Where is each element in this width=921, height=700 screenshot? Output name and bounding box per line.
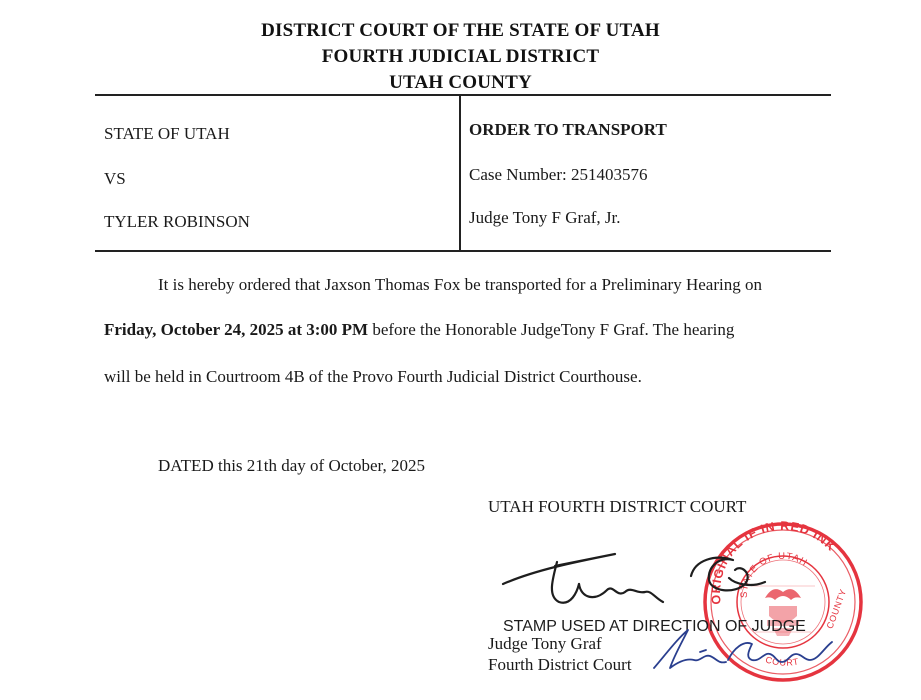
party-versus: VS <box>104 169 126 188</box>
court-title: DISTRICT COURT OF THE STATE OF UTAH <box>261 20 660 41</box>
case-number: Case Number: 251403576 <box>469 165 648 184</box>
dated-line: DATED this 21th day of October, 2025 <box>158 456 426 475</box>
party-defendant: TYLER ROBINSON <box>104 212 250 231</box>
signer-court-name: Fourth District Court <box>488 655 632 674</box>
order-line-1: It is hereby ordered that Jaxson Thomas Fox be transported for a Preliminary Hearing on <box>158 275 762 294</box>
order-line-2-rest: before the Honorable JudgeTony F Graf. The hearing <box>368 320 735 339</box>
order-line-2 <box>104 320 734 340</box>
caption-top-rule <box>95 94 831 96</box>
document-title: ORDER TO TRANSPORT <box>469 120 667 139</box>
judge-signature <box>495 540 795 620</box>
stamp-notice: STAMP USED AT DIRECTION OF JUDGE <box>503 618 806 635</box>
clerk-signature <box>648 618 838 678</box>
district-title: FOURTH JUDICIAL DISTRICT <box>321 46 600 67</box>
county-title: UTAH COUNTY <box>389 72 532 93</box>
seal-inner-text: STATE OF UTAH <box>738 550 810 599</box>
assigned-judge: Judge Tony F Graf, Jr. <box>469 208 621 227</box>
caption-divider <box>459 96 461 251</box>
seal-county-text: COUNTY <box>824 587 849 631</box>
caption-bottom-rule <box>95 250 831 252</box>
signing-court: UTAH FOURTH DISTRICT COURT <box>488 497 747 516</box>
seal-court-text: COURT <box>764 654 800 668</box>
hearing-datetime: Friday, October 24, 2025 at 3:00 PM <box>104 320 369 339</box>
signer-judge-name: Judge Tony Graf <box>488 634 602 653</box>
party-plaintiff: STATE OF UTAH <box>104 124 230 143</box>
seal-outer-text: ORIGINAL IF IN RED INK <box>708 518 839 606</box>
order-line-3: will be held in Courtroom 4B of the Provo Fourth Judicial District Courthouse. <box>104 367 642 386</box>
